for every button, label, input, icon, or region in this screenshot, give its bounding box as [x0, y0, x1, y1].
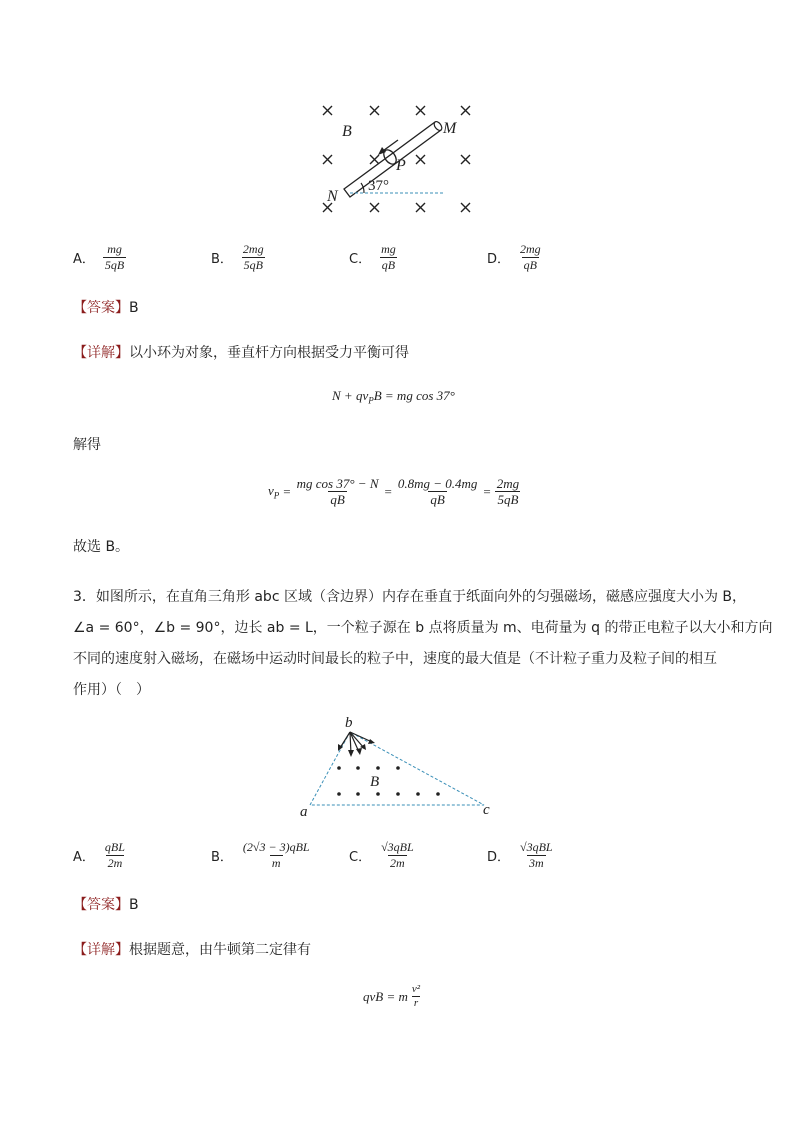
label-ring-p: P [396, 157, 406, 174]
q3-detail [73, 940, 311, 960]
inclined-rod [344, 120, 443, 197]
label-vertex-a: a [300, 804, 308, 820]
fraction-3: $\frac{2mg}{5qB}$ [496, 476, 520, 507]
option-fraction: $\frac{\text{(2√3 − 3)qBL}}{m}$ [242, 840, 310, 870]
fraction-2: $\frac{0.8mg - 0.4mg}{qB}$ [397, 476, 478, 507]
answer-label: 【答案】 [73, 897, 129, 913]
option-fraction: $\frac{\text{qBL}}{2m}$ [104, 840, 125, 870]
label-end-m: M [443, 120, 457, 137]
label-vertex-c: c [483, 802, 490, 818]
detail-text: 以小环为对象，垂直杆方向根据受力平衡可得 [129, 345, 409, 361]
q2-option-b[interactable] [211, 242, 266, 273]
q3-option-b[interactable] [211, 840, 312, 871]
q2-conclusion: 故选 B。 [73, 539, 130, 555]
label-vertex-b: b [345, 715, 353, 731]
q3-option-d[interactable] [487, 840, 555, 871]
option-key: B． [211, 850, 233, 865]
q2-option-d[interactable] [487, 242, 543, 273]
answer-label: 【答案】 [73, 300, 129, 316]
q3-answer [73, 895, 139, 915]
q3-option-c[interactable] [349, 840, 416, 871]
option-fraction: $\frac{mg}{5qB}$ [104, 242, 125, 272]
q2-detail [73, 343, 409, 363]
figure-rod-magnetic-field [300, 95, 500, 220]
option-fraction: $\frac{mg}{qB}$ [381, 242, 396, 272]
label-field-b: B [370, 774, 380, 790]
field-dots [337, 766, 440, 796]
option-fraction: $\frac{\text{√3qBL}}{2m}$ [381, 840, 414, 870]
detail-label: 【详解】 [73, 942, 129, 958]
q2-equation-velocity: $v_P$ = $\frac{\text{mg cos 37° − N}}{qB}$ = $\frac{0.8mg - 0.4mg}{qB}$ = $\frac{2mg}{5qB}$ [268, 476, 520, 507]
q3-text-line-3: 不同的速度射入磁场，在磁场中运动时间最长的粒子中，速度的最大值是（不计粒子重力及粒子间的相互 [73, 651, 717, 667]
figure-triangle-field [296, 712, 496, 820]
answer-value: B [129, 897, 139, 913]
q3-text-line-2: ∠a = 60°，∠b = 90°，边长 ab = L，一个粒子源在 b 点将质量为 m、电荷量为 q 的带正电粒子以大小和方向 [73, 620, 773, 636]
q3-text-line-1: 3．如图所示，在直角三角形 abc 区域（含边界）内存在垂直于纸面向外的匀强磁场，磁感应强度大小为 B， [73, 589, 747, 605]
q2-answer [73, 298, 139, 318]
label-end-n: N [327, 188, 338, 205]
label-field-b: B [342, 123, 352, 140]
q3-option-a[interactable] [73, 840, 127, 871]
fraction: $\frac{\text{v²}}{r}$ [411, 983, 421, 1009]
rod-figure-svg [300, 95, 500, 220]
option-key: C． [349, 850, 372, 865]
answer-value: B [129, 300, 139, 316]
q3-question-text [73, 582, 773, 706]
option-key: B． [211, 252, 233, 267]
velocity-arrows [340, 732, 372, 754]
option-key: A． [73, 252, 95, 267]
option-fraction: $\frac{2mg}{5qB}$ [242, 242, 264, 272]
option-fraction: $\frac{\text{√3qBL}}{3m}$ [520, 840, 553, 870]
q3-equation-newton: qvB = m $\frac{\text{v²}}{r}$ [363, 983, 421, 1009]
detail-text: 根据题意，由牛顿第二定律有 [129, 942, 311, 958]
q2-option-a[interactable] [73, 242, 126, 273]
detail-label: 【详解】 [73, 345, 129, 361]
label-angle-37: 37° [368, 178, 389, 194]
q2-option-c[interactable] [349, 242, 398, 273]
q3-text-line-4: 作用）（ ） [73, 682, 150, 698]
option-key: A． [73, 850, 95, 865]
option-fraction: $\frac{2mg}{qB}$ [520, 242, 541, 272]
q2-solve-text: 解得 [73, 437, 101, 453]
option-key: C． [349, 252, 372, 267]
fraction-1: $\frac{\text{mg cos 37° − N}}{qB}$ [296, 476, 379, 507]
option-key: D． [487, 252, 511, 267]
triangle-figure-svg [296, 712, 496, 820]
q2-equation-force-balance: $N + qv_PB$ = mg cos 37° [332, 388, 455, 406]
option-key: D． [487, 850, 511, 865]
